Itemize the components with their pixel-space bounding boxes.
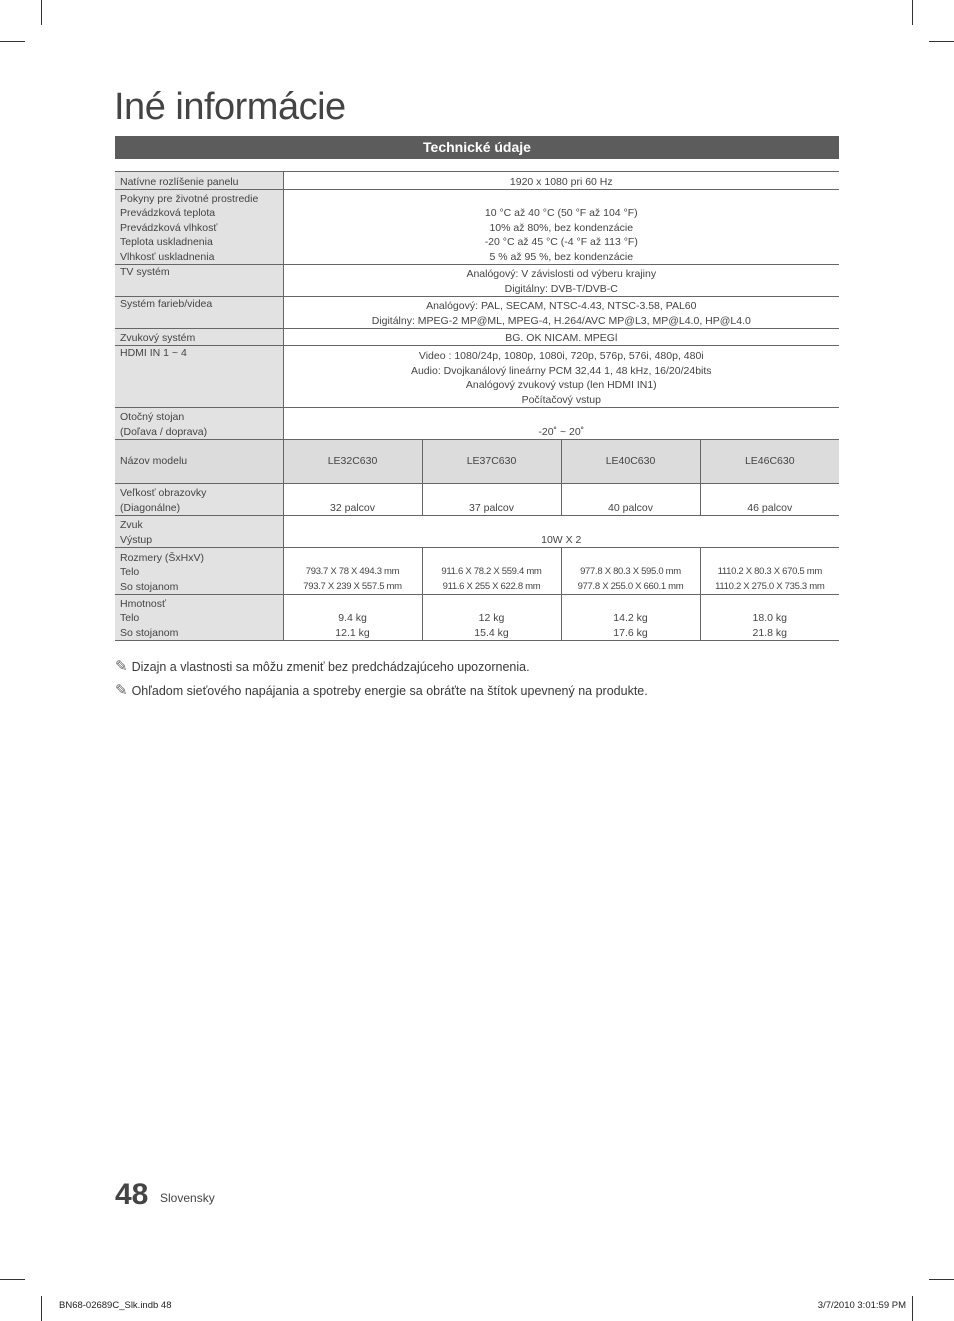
table-row — [115, 172, 839, 190]
value-line: 10 °C až 40 °C (50 °F až 104 °F) — [484, 207, 638, 219]
label-line: Prevádzková vlhkosť — [120, 221, 218, 234]
row-label: Systém farieb/videa — [115, 297, 283, 329]
model-cell: LE46C630 — [700, 440, 839, 484]
table-row — [115, 408, 839, 440]
table-row — [115, 516, 839, 548]
page-title: Iné informácie — [114, 86, 346, 128]
label-line: Pokyny pre životné prostredie — [120, 192, 259, 205]
label-line: Výstup — [120, 533, 153, 546]
crop-mark — [929, 41, 954, 42]
row-label — [115, 548, 283, 595]
row-label — [115, 484, 283, 516]
table-row — [115, 440, 839, 484]
value-line: 10% až 80%, bez kondenzácie — [489, 221, 634, 234]
label-line: Otočný stojan — [120, 411, 185, 423]
label-line: So stojanom — [120, 580, 179, 593]
table-row — [115, 595, 839, 641]
label-line: Telo — [120, 566, 140, 578]
label-line: Veľkosť obrazovky — [120, 487, 207, 499]
note — [115, 657, 530, 675]
row-label — [115, 408, 283, 440]
row-value: 1920 x 1080 pri 60 Hz — [283, 172, 839, 190]
value-line: Digitálny: DVB-T/DVB-C — [504, 282, 618, 295]
row-label — [115, 595, 283, 641]
value-line: 911.6 X 78.2 X 559.4 mm — [441, 566, 542, 577]
row-label: Zvukový systém — [115, 329, 283, 346]
value-line: Video : 1080/24p, 1080p, 1080i, 720p, 576p, 576i, 480p, 480i — [418, 350, 704, 362]
value-cell — [700, 595, 839, 641]
crop-mark — [41, 1296, 42, 1321]
value-line: 17.6 kg — [613, 626, 648, 639]
note-text: Dizajn a vlastnosti sa môžu zmeniť bez predchádzajúceho upozornenia. — [131, 660, 530, 674]
label-line: So stojanom — [120, 626, 179, 639]
value-cell — [422, 595, 561, 641]
table-row — [115, 190, 839, 265]
value-cell — [561, 548, 700, 595]
row-label: HDMI IN 1 ~ 4 — [115, 346, 283, 408]
label-line: (Doľava / doprava) — [120, 425, 208, 438]
value-line: 5 % až 95 %, bez kondenzácie — [489, 250, 634, 263]
table-row — [115, 346, 839, 408]
value-cell: 32 palcov — [283, 484, 422, 516]
value-line: Audio: Dvojkanálový lineárny PCM 32,44 1, 48 kHz, 16/20/24bits — [410, 364, 712, 377]
table-row — [115, 548, 839, 595]
value-cell: 46 palcov — [700, 484, 839, 516]
value-line: -20 °C až 45 °C (-4 °F až 113 °F) — [484, 236, 638, 248]
note-text: Ohľadom sieťového napájania a spotreby energie sa obráťte na štítok upevnený na produkte. — [131, 684, 648, 698]
row-label: Názov modelu — [115, 440, 283, 484]
value-line: 977.8 X 255.0 X 660.1 mm — [577, 580, 684, 592]
crop-mark — [41, 0, 42, 25]
section-title: Technické údaje — [115, 136, 839, 159]
value-line: 911.6 X 255 X 622.8 mm — [442, 580, 541, 592]
footer-left: BN68-02689C_Slk.indb 48 — [59, 1300, 172, 1311]
note — [115, 681, 648, 699]
page-number: 48 — [115, 1178, 149, 1211]
label-line: Zvuk — [120, 519, 143, 531]
value-line: 15.4 kg — [474, 626, 509, 639]
pencil-icon: ✎ — [115, 658, 128, 675]
value-cell — [283, 595, 422, 641]
crop-mark — [0, 41, 25, 42]
pencil-icon: ✎ — [115, 682, 128, 699]
value-line: 18.0 kg — [752, 612, 787, 624]
table-row — [115, 297, 839, 329]
crop-mark — [912, 1296, 913, 1321]
model-cell: LE37C630 — [422, 440, 561, 484]
table-row — [115, 329, 839, 346]
value-cell — [700, 548, 839, 595]
value-cell: 37 palcov — [422, 484, 561, 516]
value-line: 12 kg — [478, 612, 505, 624]
spec-table — [115, 171, 839, 641]
row-label: Natívne rozlíšenie panelu — [115, 172, 283, 190]
value-line: 1110.2 X 275.0 X 735.3 mm — [715, 580, 825, 592]
row-value — [283, 190, 839, 265]
table-row — [115, 484, 839, 516]
row-value — [283, 265, 839, 297]
label-line: Teplota uskladnenia — [120, 236, 213, 248]
value-line: 977.8 X 80.3 X 595.0 mm — [580, 566, 681, 577]
model-cell: LE32C630 — [283, 440, 422, 484]
crop-mark — [912, 0, 913, 25]
row-value: 10W X 2 — [283, 516, 839, 548]
value-line: 9.4 kg — [338, 612, 367, 624]
footer-right: 3/7/2010 3:01:59 PM — [817, 1300, 906, 1311]
label-line: (Diagonálne) — [120, 501, 181, 514]
value-cell — [561, 595, 700, 641]
value-line: 21.8 kg — [752, 626, 787, 639]
value-cell: 40 palcov — [561, 484, 700, 516]
crop-mark — [929, 1279, 954, 1280]
label-line: Hmotnosť — [120, 597, 166, 610]
crop-mark — [0, 1279, 25, 1280]
value-line: 12.1 kg — [335, 626, 370, 639]
value-line: 14.2 kg — [613, 612, 648, 624]
row-value: -20˚ ~ 20˚ — [283, 408, 839, 440]
value-cell — [422, 548, 561, 595]
value-line: Počítačový vstup — [521, 393, 601, 406]
label-line: Rozmery (ŠxHxV) — [120, 551, 205, 564]
label-line: Telo — [120, 612, 140, 624]
value-line: Digitálny: MPEG-2 MP@ML, MPEG-4, H.264/AVC MP@L3, MP@L4.0, HP@L4.0 — [371, 314, 751, 327]
model-cell: LE40C630 — [561, 440, 700, 484]
row-label — [115, 190, 283, 265]
row-label — [115, 516, 283, 548]
value-line: Analógový zvukový vstup (len HDMI IN1) — [465, 379, 657, 391]
label-line: Prevádzková teplota — [120, 207, 216, 219]
value-line: Analógový: PAL, SECAM, NTSC-4.43, NTSC-3.58, PAL60 — [426, 300, 697, 312]
label-line: Vlhkosť uskladnenia — [120, 250, 215, 263]
page-language: Slovensky — [160, 1191, 215, 1205]
table-row — [115, 265, 839, 297]
row-value — [283, 346, 839, 408]
row-label: TV systém — [115, 265, 283, 297]
row-value — [283, 297, 839, 329]
row-value: BG. OK NICAM. MPEGl — [283, 329, 839, 346]
value-line: 793.7 X 239 X 557.5 mm — [303, 580, 402, 592]
value-line: 1110.2 X 80.3 X 670.5 mm — [717, 566, 822, 577]
value-line: 793.7 X 78 X 494.3 mm — [305, 566, 400, 577]
value-line: Analógový: V závislosti od výberu krajiny — [466, 268, 657, 280]
value-cell — [283, 548, 422, 595]
